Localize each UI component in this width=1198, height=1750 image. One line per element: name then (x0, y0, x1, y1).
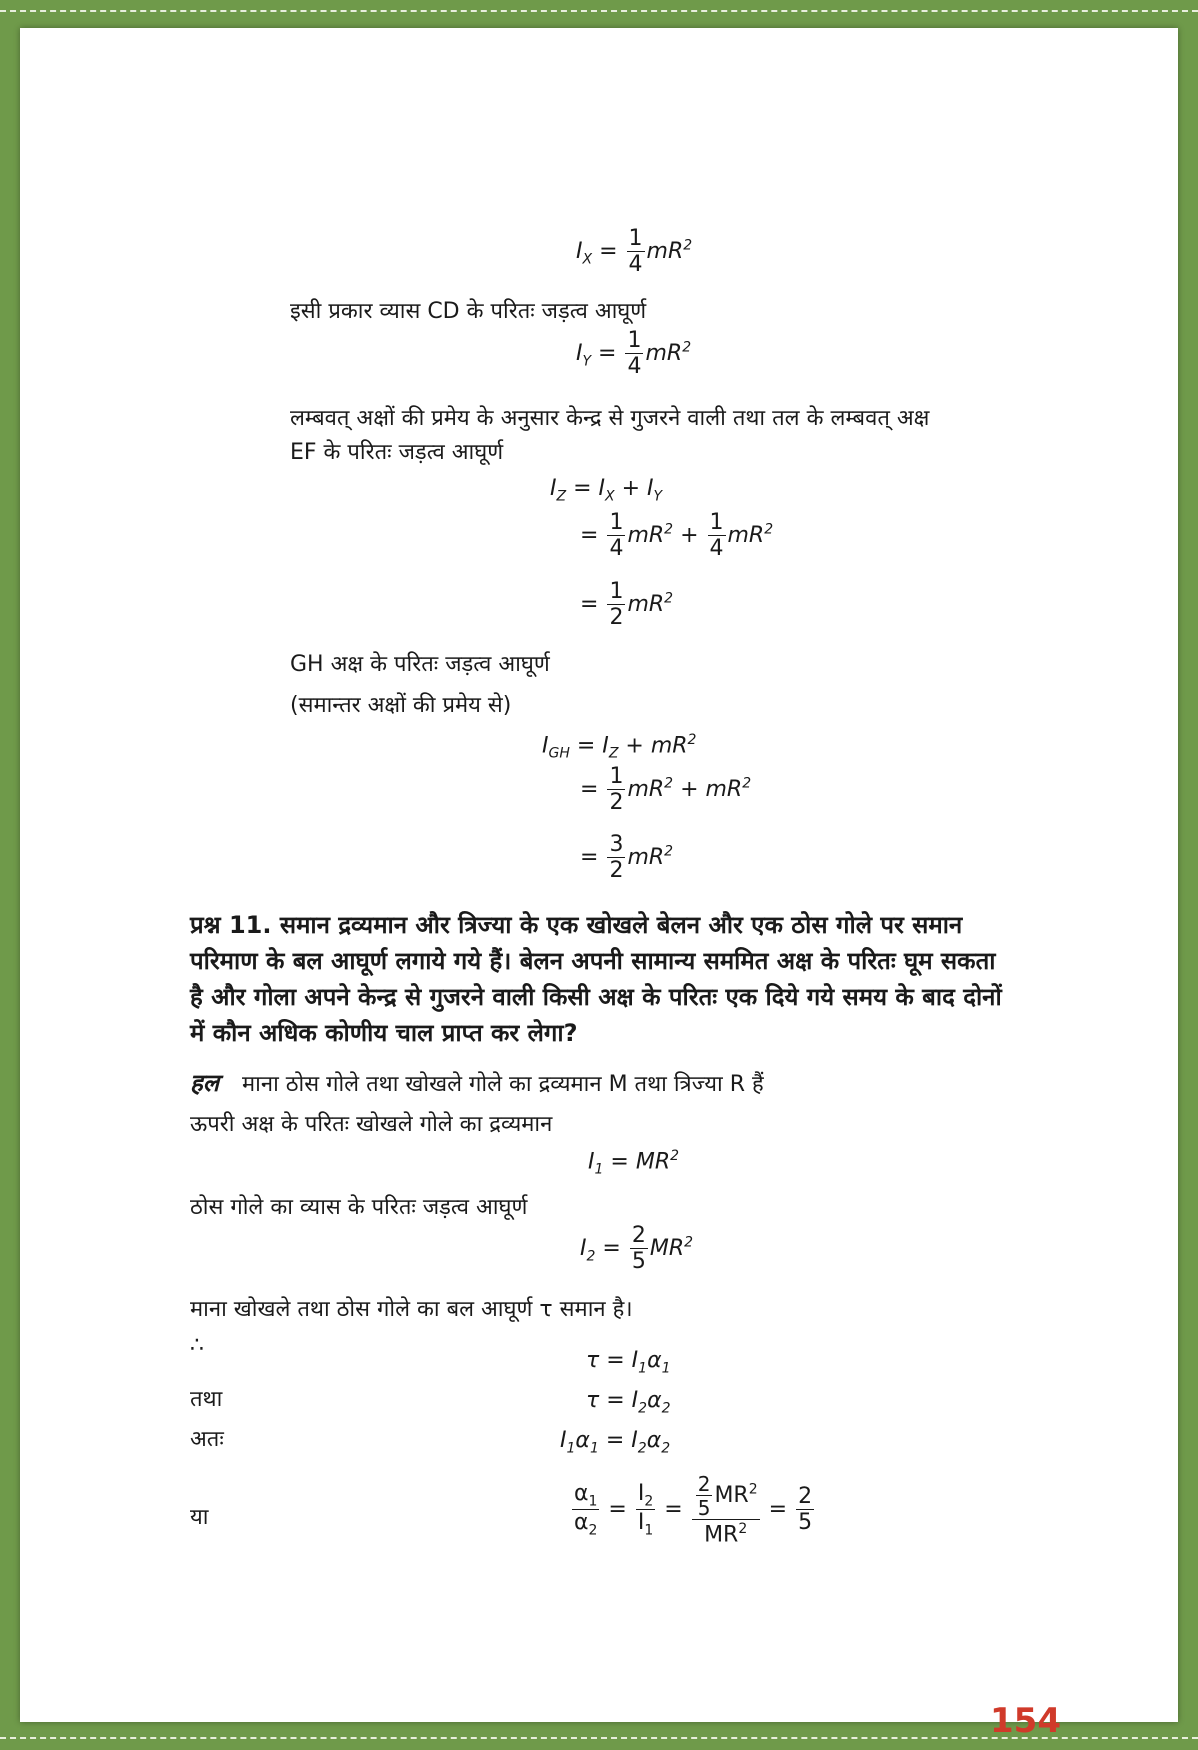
text-line: इसी प्रकार व्यास CD के परितः जड़त्व आघूर्ण (290, 299, 647, 324)
top-border (0, 10, 1198, 12)
text-line: ऊपरी अक्ष के परितः खोखले गोले का द्रव्यमान (190, 1112, 553, 1137)
equation-tau1: $\tau = I_1\alpha_1$ (586, 1348, 671, 1377)
text-line: EF के परितः जड़त्व आघूर्ण (290, 440, 504, 465)
equation-iz: $I_Z = I_X + I_Y$ (550, 476, 663, 505)
solution-label: हल (190, 1069, 220, 1097)
equation-iy: $I_Y$ = $\frac{1}{4}$ $mR^2$ (576, 328, 692, 379)
text-line: या (190, 1505, 209, 1530)
equation-i2: $I_2$ = $\frac{2}{5}$ $MR^2$ (580, 1223, 694, 1274)
question-line: है और गोला अपने केन्द्र से गुजरने वाली किसी अक्ष के परितः एक दिये गये समय के बाद दोनों (190, 983, 1002, 1011)
equation-igh: $I_{GH} = I_Z + mR^2$ (542, 732, 697, 762)
question-line: में कौन अधिक कोणीय चाल प्राप्त कर लेगा? (190, 1019, 578, 1047)
question-line: प्रश्न 11. समान द्रव्यमान और त्रिज्या के एक खोखले बेलन और एक ठोस गोले पर समान (190, 911, 963, 939)
equation-igh-step1: = $\frac{1}{2}$ $mR^2 + mR^2$ (580, 764, 752, 815)
text-line: ठोस गोले का व्यास के परितः जड़त्व आघूर्ण (190, 1195, 528, 1220)
therefore-symbol: ∴ (190, 1333, 204, 1358)
text-line: GH अक्ष के परितः जड़त्व आघूर्ण (290, 652, 550, 677)
equation-iz-step1: = $\frac{1}{4}$ $mR^2$ + $\frac{1}{4}$ $mR^2$ (580, 510, 774, 561)
equation-equality: $I_1\alpha_1 = I_2\alpha_2$ (560, 1428, 671, 1457)
page (20, 28, 1178, 1741)
question-line: परिमाण के बल आघूर्ण लगाये गये हैं। बेलन अपनी सामान्य सममित अक्ष के परितः घूम सकता (190, 947, 996, 975)
text-line: लम्बवत् अक्षों की प्रमेय के अनुसार केन्द्र से गुजरने वाली तथा तल के लम्बवत् अक्ष (290, 406, 930, 431)
text-line: तथा (190, 1387, 223, 1412)
equation-iz-step2: = $\frac{1}{2}$ $mR^2$ (580, 579, 674, 630)
equation-ix: $I_X$ = $\frac{1}{4}$ $mR^2$ (576, 226, 693, 277)
text-line: अतः (190, 1427, 224, 1452)
page-number: 154 (990, 1701, 1061, 1741)
text-line: माना ठोस गोले तथा खोखले गोले का द्रव्यमान M तथा त्रिज्या R हैं (242, 1072, 764, 1097)
equation-ratio: $\frac{\alpha_1}{\alpha_2}$ = $\frac{I_2}{I_1}$ = $\frac{2}{5}$ $MR^2$ $MR^2$ = $\frac{2}{5}$ (574, 1472, 813, 1548)
equation-i1: $I_1 = MR^2$ (588, 1148, 680, 1178)
equation-igh-step2: = $\frac{3}{2}$ $mR^2$ (580, 832, 674, 883)
text-line: माना खोखले तथा ठोस गोले का बल आघूर्ण τ समान है। (190, 1297, 633, 1322)
equation-tau2: $\tau = I_2\alpha_2$ (586, 1388, 671, 1417)
text-line: (समान्तर अक्षों की प्रमेय से) (290, 693, 512, 718)
